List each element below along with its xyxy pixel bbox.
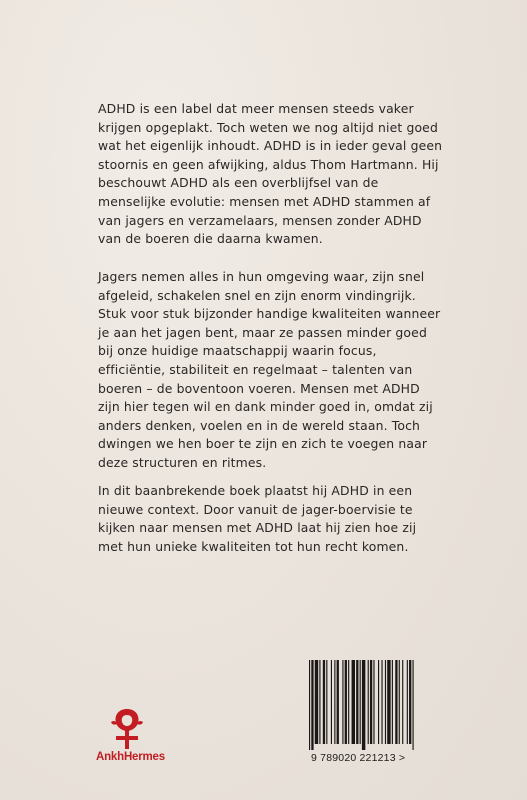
blurb-paragraph-3: In dit baanbrekende boek plaatst hij ADHD in een nieuwe context. Door vanuit de jager-boervisie te kijken naar mensen met ADHD laat hij zien hoe zij met hun unieke kwaliteiten tot hun recht komen.	[98, 483, 417, 554]
barcode-bar	[342, 660, 343, 744]
barcode-bar	[362, 660, 365, 750]
barcode-bar	[319, 660, 320, 744]
barcode-bar	[315, 660, 318, 744]
barcode-bar	[373, 660, 374, 744]
barcode-icon	[305, 660, 441, 750]
barcode-bar	[309, 660, 310, 750]
barcode-bar	[348, 660, 349, 744]
barcode-bar	[337, 660, 339, 744]
barcode-bar	[370, 660, 372, 744]
barcode-bar	[395, 660, 397, 744]
barcode-bar	[334, 660, 335, 744]
blurb-paragraph-2: Jagers nemen alles in hun omgeving waar, zijn snel afgeleid, schakelen snel en zijn enorm vindingrijk. Stuk voor stuk bijzonder handige kwaliteiten wanneer je aan het jagen bent, maar ze passen minder goed bij onze huidige maatschappij waarin focus, efficiëntie, stabiliteit en regelmaat – talenten van boeren – de boventoon voeren. Mensen met ADHD zijn hier tegen wil en dank minder goed in, omdat zij anders denken, voelen en in de wereld staan. Toch dwingen we hen boer te zijn en zich te voegen naar deze structuren en ritmes.	[98, 269, 441, 470]
barcode-bar	[331, 660, 332, 744]
barcode-bar	[345, 660, 347, 744]
barcode-block	[305, 660, 441, 770]
barcode-bar	[378, 660, 379, 744]
barcode-bar	[407, 660, 408, 744]
barcode-bar	[409, 660, 411, 744]
publisher-name: AnkhHermes	[96, 751, 165, 763]
barcode-bar	[368, 660, 369, 744]
barcode-bar	[311, 660, 313, 750]
publisher-logo	[96, 706, 186, 770]
barcode-bar	[402, 660, 403, 744]
barcode-bar	[387, 660, 390, 744]
barcode-bar	[360, 660, 361, 744]
blurb-paragraph-1: ADHD is een label dat meer mensen steeds vaker krijgen opgeplakt. Toch weten we nog altijd niet goed wat het eigenlijk inhoudt. ADHD is in ieder geval geen stoornis en geen afwijking, aldus Thom Hartmann. Hij beschouwt ADHD als een overblijfsel van de menselijke evolutie: mensen met ADHD stammen af van jagers en verzamelaars, mensen zonder ADHD van de boeren die daarna kwamen.	[98, 101, 443, 247]
barcode-bar	[385, 660, 386, 744]
barcode-bar	[356, 660, 358, 744]
barcode-bar	[413, 660, 414, 750]
barcode-bar	[326, 660, 327, 744]
ankhhermes-logo-icon	[109, 706, 145, 750]
barcode-bar	[381, 660, 382, 744]
barcode-bar	[392, 660, 393, 744]
barcode-bar	[323, 660, 325, 744]
barcode-bar	[399, 660, 400, 744]
isbn-number: 9 789020 221213 >	[311, 752, 406, 764]
barcode-bar	[352, 660, 355, 744]
